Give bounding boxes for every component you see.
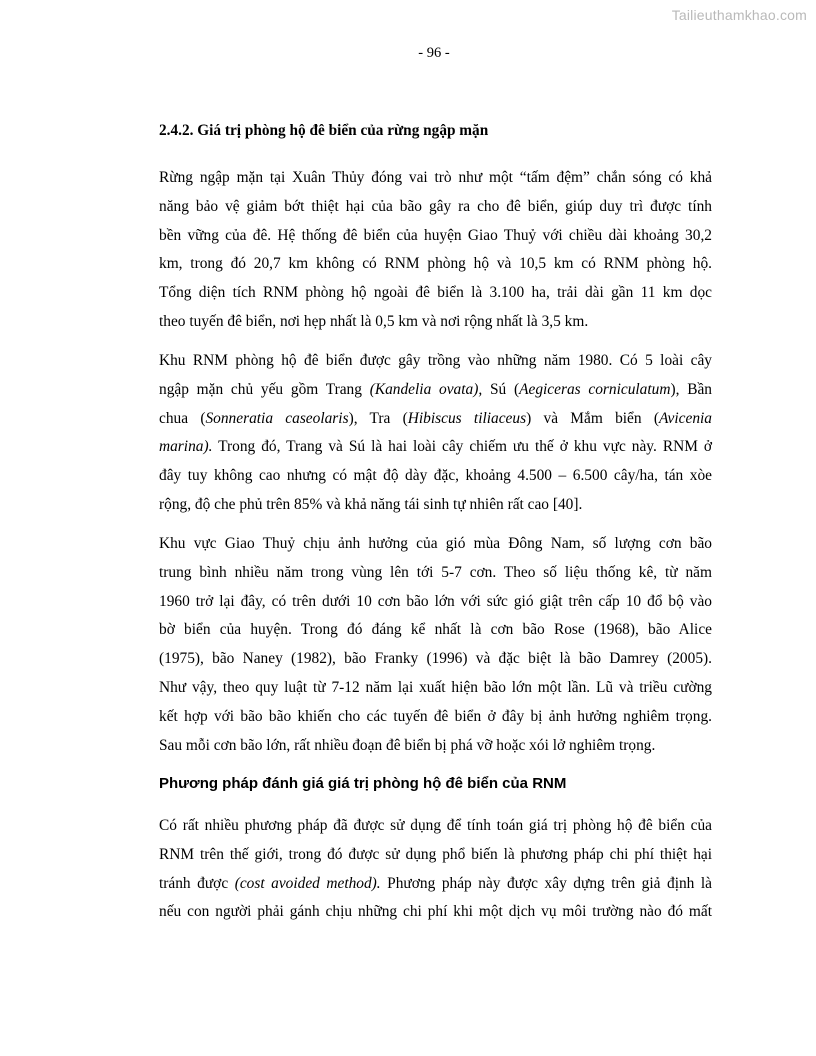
text-run: ) và Mắm biển ( xyxy=(526,409,659,427)
section-heading: 2.4.2. Giá trị phòng hộ đê biển của rừng ngập mặn xyxy=(159,122,489,139)
text-run: Phương pháp này được xây dựng trên giả định là xyxy=(380,874,712,892)
text-line xyxy=(159,376,712,405)
text-line xyxy=(159,870,712,899)
paragraph-1 xyxy=(159,164,712,337)
text-line: bờ biển của huyện. Trong đó đáng kể nhất là cơn bão Rose (1968), bão Alice xyxy=(159,621,712,639)
paragraph-2 xyxy=(159,347,712,520)
text-line xyxy=(159,433,712,462)
species-name: Hibiscus tiliaceus xyxy=(407,409,527,427)
text-line: Khu vực Giao Thuỷ chịu ảnh hưởng của gió mùa Đông Nam, số lượng cơn bão xyxy=(159,535,712,552)
text-line: trung bình nhiều năm trong vùng lên tới 5-7 cơn. Theo số liệu thống kê, từ năm xyxy=(159,563,712,581)
text-run: ), Tra ( xyxy=(348,409,408,427)
watermark-text: Tailieuthamkhao.com xyxy=(671,7,807,23)
text-run: Trong đó, Trang và Sú là hai loài cây chiếm ưu thế ở khu vực này. RNM ở xyxy=(212,438,712,456)
text-line: nếu con người phải gánh chịu những chi phí khi một dịch vụ môi trường nào đó mất xyxy=(159,903,712,921)
text-line: Tổng diện tích RNM phòng hộ ngoài đê biển là 3.100 ha, trải dài gần 11 km dọc xyxy=(159,284,712,302)
text-line: 1960 trở lại đây, có trên dưới 10 cơn bão lớn với sức gió giật trên cấp 10 đổ bộ vào xyxy=(159,592,712,610)
species-name: Sonneratia caseolaris xyxy=(205,409,349,427)
text-run: ngập mặn chủ yếu gồm Trang xyxy=(159,380,370,398)
paragraph-3 xyxy=(159,530,712,760)
text-line: bền vững của đê. Hệ thống đê biển của huyện Giao Thuỷ với chiều dài khoảng 30,2 xyxy=(159,226,712,244)
text-line: Có rất nhiều phương pháp đã được sử dụng để tính toán giá trị phòng hộ đê biển của xyxy=(159,817,712,834)
text-run: Sú ( xyxy=(482,380,520,398)
text-line xyxy=(159,405,712,434)
text-line: (1975), bão Naney (1982), bão Franky (1996) và đặc biệt là bão Damrey (2005). xyxy=(159,650,712,668)
method-subheading: Phương pháp đánh giá giá trị phòng hộ đê biển của RNM xyxy=(159,775,567,792)
text-line: theo tuyến đê biển, nơi hẹp nhất là 0,5 km và nơi rộng nhất là 3,5 km. xyxy=(159,312,589,330)
text-line: RNM trên thế giới, trong đó được sử dụng phổ biến là phương pháp chi phí thiệt hại xyxy=(159,845,712,863)
text-line: năng bảo vệ giảm bớt thiệt hại của bão gây ra cho đê biển, giúp duy trì được tính xyxy=(159,197,712,215)
text-line: kết hợp với bão bão khiến cho các tuyến đê biển ở đây bị ảnh hưởng nghiêm trọng. xyxy=(159,707,712,725)
text-line: Rừng ngập mặn tại Xuân Thủy đóng vai trò như một “tấm đệm” chắn sóng có khả xyxy=(159,169,712,186)
species-name: Avicenia xyxy=(659,409,712,427)
text-run: ), Bần xyxy=(670,380,712,398)
text-line: Sau mỗi cơn bão lớn, rất nhiều đoạn đê biển bị phá vỡ hoặc xói lở nghiêm trọng. xyxy=(159,736,656,754)
text-line: Như vậy, theo quy luật từ 7-12 năm lại xuất hiện bão lớn một lần. Lũ và triều cường xyxy=(159,678,712,696)
species-name: marina). xyxy=(159,438,213,456)
text-line: Khu RNM phòng hộ đê biển được gây trồng vào những năm 1980. Có 5 loài cây xyxy=(159,352,712,369)
species-name: Aegiceras corniculatum xyxy=(519,380,671,398)
paragraph-4 xyxy=(159,812,712,927)
method-name: (cost avoided method). xyxy=(234,874,381,892)
text-run: chua ( xyxy=(159,409,206,427)
species-name: (Kandelia ovata), xyxy=(369,380,483,398)
text-run: tránh được xyxy=(159,874,235,892)
text-line: km, trong đó 20,7 km không có RNM phòng hộ và 10,5 km có RNM phòng hộ. xyxy=(159,255,712,273)
text-line: đây tuy không cao nhưng có mật độ dày đặc, khoảng 4.500 – 6.500 cây/ha, tán xòe xyxy=(159,467,712,485)
text-line: rộng, độ che phủ trên 85% và khả năng tái sinh tự nhiên rất cao [40]. xyxy=(159,495,583,513)
page-number: - 96 - xyxy=(418,45,450,61)
